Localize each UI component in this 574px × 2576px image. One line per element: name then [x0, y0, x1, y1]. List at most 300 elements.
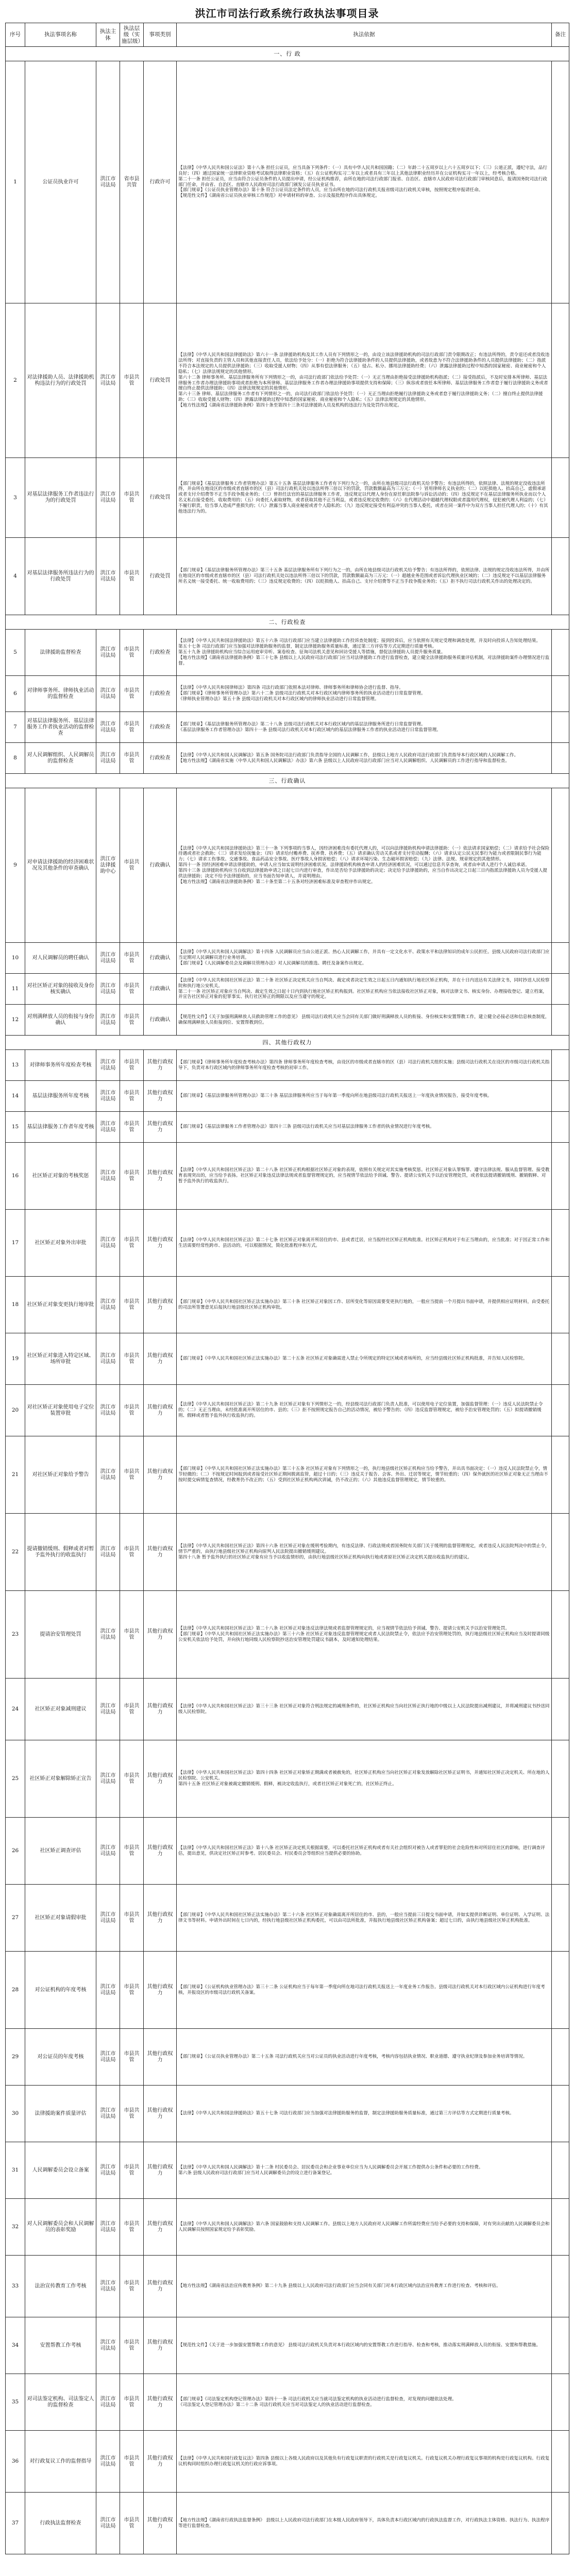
cell-subject: 洪江市司法局 [96, 743, 120, 774]
section-title: 三、行政确认 [6, 774, 569, 788]
cell-no: 20 [6, 1385, 25, 1436]
cell-type: 其他行政权力 [144, 1112, 177, 1143]
cell-name: 社区矫正对象请假审批 [25, 1885, 96, 1952]
table-row [6, 1210, 569, 1277]
table-row [6, 2029, 569, 2086]
table-row [6, 1885, 569, 1952]
cell-basis: 【部门规章】《中华人民共和国社区矫正法实施办法》第二十五条 社区矫正对象确需进入禁止令所规定的特定区域或者场所的，应当经县级社区矫正机构批准，并告知人民检察院。 [177, 1333, 552, 1385]
cell-no: 14 [6, 1081, 25, 1112]
table-row [6, 1514, 569, 1591]
cell-level: 市县共管 [120, 943, 144, 974]
table-row [6, 1436, 569, 1514]
cell-type: 其他行政权力 [144, 1277, 177, 1333]
cell-basis: 【部门规章】《基层法律服务所管理办法》第三十五条 基层法律服务所有下列行为之一的，由所在地县级司法行政机关给予警告；有违法所得的，依照法律、法规的规定没收违法所得，并由所在地设区的市级或者直辖市的区（县）司法行政机关处以违法所得三倍以下的罚款，罚款数额最高为三万元：（一）超越业务范围或者诉讼代理执业区域的；（二）违反规定不以基层法律服务所名义统一接受委托、统一收取费用的；（三）违反规定收费的；（四）以贬损他人、抬高自己、支付介绍费等不正当手段争揽业务的；（五）拒不执行司法行政机关作出的处理决定的。 [177, 538, 552, 615]
cell-name: 对社区矫正对象使用电子定位装置审批 [25, 1385, 96, 1436]
cell-level: 市县共管 [120, 2086, 144, 2142]
cell-type: 其他行政权力 [144, 2199, 177, 2256]
table-row [6, 1591, 569, 1679]
section-row [6, 615, 569, 630]
cell-no: 10 [6, 943, 25, 974]
cell-note [552, 743, 569, 774]
cell-basis: 【法律】《中华人民共和国社区矫正法》第二十八条 社区矫正对象违反法律法规或者监督管理规定的，应当视情节依法给予训诫、警告、提请公安机关予以治安管理处罚。 【部门规章】《中华人民共和国社区矫正法实施办法》第三十六条 社区矫正对象违反监督管理规定或者人民法院禁止令，依法应予治安管理处罚的，执行地县级社区矫正机构应当及时提请同级公安机关依法给予处罚，并向执行地同级人民检察院抄送治安管理处罚建议书副本，及时通知处理结果。 [177, 1591, 552, 1679]
cell-name: 社区矫正对象外出审批 [25, 1210, 96, 1277]
table-row [6, 743, 569, 774]
cell-level: 市县共管 [120, 630, 144, 676]
cell-level: 市县共管 [120, 712, 144, 743]
cell-note [552, 2199, 569, 2256]
cell-name: 对律师事务所、律师执业活动的监督检查 [25, 676, 96, 712]
cell-name: 对基层法律服务所、基层法律服务工作者执业活动的监督检查 [25, 712, 96, 743]
cell-level: 市县共管 [120, 1514, 144, 1591]
cell-subject: 洪江市司法局 [96, 1436, 120, 1514]
cell-note [552, 630, 569, 676]
cell-level: 市县共管 [120, 2199, 144, 2256]
cell-note [552, 1143, 569, 1210]
header-basis: 执法依据 [177, 23, 552, 47]
table-row [6, 538, 569, 615]
cell-no: 13 [6, 1050, 25, 1081]
cell-no: 16 [6, 1143, 25, 1210]
cell-type: 其他行政权力 [144, 2086, 177, 2142]
cell-level: 市县共管 [120, 1740, 144, 1818]
header-name: 执法事项名称 [25, 23, 96, 47]
cell-type: 其他行政权力 [144, 2431, 177, 2493]
cell-note [552, 1112, 569, 1143]
table-row [6, 2374, 569, 2431]
cell-no: 9 [6, 788, 25, 943]
table-row [6, 1143, 569, 1210]
cell-name: 基层法律服务工作者年度考核 [25, 1112, 96, 1143]
cell-subject: 洪江市司法局 [96, 1385, 120, 1436]
table-row [6, 2317, 569, 2374]
table-row [6, 974, 569, 1005]
cell-basis: 【法律】《中华人民共和国人民调解法》第五条 国务院司法行政部门负责指导全国的人民调解工作，县级以上地方人民政府司法行政部门负责指导本行政区域的人民调解工作。 【地方性法规】《湖南省实施〈中华人民共和国人民调解法〉办法》第六条 县级以上人民政府司法行政部门应当对人民调解组织、人民调解员的工作进行指导和监督检查。 [177, 743, 552, 774]
cell-no: 18 [6, 1277, 25, 1333]
cell-basis: 【部门规章】《中华人民共和国社区矫正法实施办法》第二十六条 社区矫正对象确需离开所居住的市、县的，一般应当提前三日提交书面申请，并如实提供诊断证明、单位证明、入学证明、法律文书等材料。申请外出时间在七日内的，经执行地县级社区矫正机构委托，可以由司法所批准，并报执行地县级社区矫正机构备案；超过七日的，由执行地县级社区矫正机构批准。 [177, 1885, 552, 1952]
cell-basis: 【规范性文件】《关于加强刑满释放人员救助管理工作的意见》 县级司法行政机关应当会同有关部门做好刑满释放人员的衔接、身份核实和安置帮教工作，建立健全必接必送和信息核查制度，确保刑满释放人员衔接到位、安置帮教到位。 [177, 1005, 552, 1036]
cell-basis: 【法律】《中华人民共和国社区矫正法》第四十六条 社区矫正对象在缓刑考验期内，有违反法律、行政法规或者国务院有关部门关于缓刑的监督管理规定，或者违反人民法院判决中的禁止令，情节严重的，由执行地县级社区矫正机构向原判人民法院提出撤销缓刑建议。 第四十八条 暂予监外执行的社区矫正对象有应当予以收监情形的，由执行地县级社区矫正机构向执行地或者原社区矫正决定机关提出收监执行的建议。 [177, 1514, 552, 1591]
cell-no: 12 [6, 1005, 25, 1036]
cell-subject: 洪江市司法局 [96, 458, 120, 538]
cell-basis: 【法律】《中华人民共和国法律援助法》第五十七条 司法行政部门应当加强对法律援助服务的监督，制定法律援助服务质量标准，通过第三方评估等方式定期进行质量考核。 [177, 2086, 552, 2142]
cell-note [552, 676, 569, 712]
cell-basis: 【法律】《中华人民共和国社区矫正法》第二十条 社区矫正决定机关应当自判决、裁定或者决定生效之日起五日内通知执行地社区矫正机构，并在十日内送达有关法律文书，同时抄送人民检察院和执行地公安机关。 第二十一条 社区矫正对象应当自判决、裁定生效之日起十日内到执行地社区矫正机构报到。社区矫正机构应当依法接收社区矫正对象，核对法律文书、核实身份、办理接收登记、建立档案，并宣告社区矫正对象的犯罪事实、执行社区矫正的期限以及应当遵守的规定。 [177, 974, 552, 1005]
cell-no: 5 [6, 630, 25, 676]
cell-no: 6 [6, 676, 25, 712]
cell-basis: 【地方性法规】《湖南省法治宣传教育条例》第二十九条 县级以上人民政府司法行政部门应当会同有关部门对本行政区域内法治宣传教育工作进行检查、考核和评估。 [177, 2256, 552, 2317]
table-row [6, 788, 569, 943]
cell-subject: 洪江市司法局 [96, 630, 120, 676]
cell-no: 28 [6, 1952, 25, 2029]
cell-note [552, 2493, 569, 2554]
cell-subject: 洪江市司法局 [96, 943, 120, 974]
cell-level: 市县共管 [120, 303, 144, 458]
cell-name: 对社区矫正对象给予警告 [25, 1436, 96, 1514]
cell-level: 市县共管 [120, 1591, 144, 1679]
cell-no: 26 [6, 1818, 25, 1885]
cell-basis: 【部门规章】《中华人民共和国社区矫正法实施办法》第三十五条 社区矫正对象有下列情形之一的，执行地县级社区矫正机构应当给予警告，并出具书面决定：（一）违反人民法院禁止令，情节轻微的；（二）不按规定时间报到或者接受社区矫正期间脱离监管，超过十日的；（三）违反关于报告、会客、外出、迁居等规定，情节较重的；（四）保外就医的社区矫正对象无正当理由不按时提交病情复查情况，经教育仍不改正的；（五）受到社区矫正机构两次训诫，仍不改正的；（六）其他违反监督管理规定，情节较重的。 [177, 1436, 552, 1514]
cell-subject: 洪江市司法局 [96, 2431, 120, 2493]
cell-level: 市县共管 [120, 1385, 144, 1436]
cell-name: 提请治安管理处罚 [25, 1591, 96, 1679]
cell-note [552, 2142, 569, 2199]
cell-note [552, 61, 569, 303]
cell-basis: 【法律】《中华人民共和国公证法》第十八条 担任公证员，应当具备下列条件：（一）具有中华人民共和国国籍；（二）年龄二十五周岁以上六十五周岁以下；（三）公道正派，遵纪守法，品行良好；（四）通过国家统一法律职业资格考试取得法律职业资格；（五）在公证机构实习二年以上或者具有三年以上其他法律职业经历并在公证机构实习一年以上，经考核合格。 第二十一条 担任公证员，应当由符合公证员条件的人员提出申请，经公证机构推荐，由所在地的司法行政部门报省、自治区、直辖市人民政府司法行政部门审核同意后，报请国务院司法行政部门任命，并由省、自治区、直辖市人民政府司法行政部门颁发公证员执业证书。 【部门规章】《公证员执业管理办法》第十条 符合公证员法定条件的人员，应当由所在地的司法行政机关报省级司法行政机关审核，按照规定程序报请任命。 【规范性文件】《湖南省公证员执业审核工作规范》对申请材料的审查、公示及报批程序作出具体规定。 [177, 61, 552, 303]
cell-type: 其他行政权力 [144, 1385, 177, 1436]
cell-type: 其他行政权力 [144, 1952, 177, 2029]
cell-name: 提请撤销缓刑、假释或者对暂予监外执行的收监执行 [25, 1514, 96, 1591]
cell-note [552, 2256, 569, 2317]
table-row [6, 943, 569, 974]
cell-subject: 洪江市司法局 [96, 2317, 120, 2374]
cell-level: 市县共管 [120, 676, 144, 712]
cell-level: 市县共管 [120, 1436, 144, 1514]
cell-note [552, 1952, 569, 2029]
cell-name: 人民调解委员会设立备案 [25, 2142, 96, 2199]
catalog-table [5, 23, 569, 2554]
table-row [6, 1679, 569, 1740]
cell-name: 对司法鉴定机构、司法鉴定人的监督检查 [25, 2374, 96, 2431]
cell-name: 对基层法律服务工作者违法行为的行政处罚 [25, 458, 96, 538]
cell-basis: 【法律】《中华人民共和国行政复议法》第四条 县级以上各级人民政府以及其他负有行政复议职责的行政机关是行政复议机关。行政复议机关办理行政复议事项的机构是行政复议机构。行政复议机构同时组织办理行政复议机关的行政应诉事项。 [177, 2431, 552, 2493]
cell-subject: 洪江市司法局 [96, 1591, 120, 1679]
cell-type: 行政确认 [144, 974, 177, 1005]
cell-subject: 洪江市司法局 [96, 676, 120, 712]
cell-type: 其他行政权力 [144, 2142, 177, 2199]
cell-subject: 洪江市司法局 [96, 1005, 120, 1036]
cell-subject: 洪江市司法局 [96, 1112, 120, 1143]
cell-note [552, 788, 569, 943]
table-row [6, 2199, 569, 2256]
cell-level: 市县共管 [120, 743, 144, 774]
cell-subject: 洪江市司法局 [96, 2374, 120, 2431]
cell-note [552, 538, 569, 615]
cell-basis: 【法律】《中华人民共和国社区矫正法》第二十八条 社区矫正机构根据社区矫正对象的表现，依照有关规定对其实施考核奖惩。社区矫正对象认罪悔罪、遵守法律法规、服从监督管理、接受教育表现突出的，应当给予表扬。社区矫正对象违反法律法规或者监督管理规定的，应当视情节依法给予训诫、警告、提请公安机关予以治安管理处罚，或者依法提请撤销缓刑、撤销假释、对暂予监外执行的收监执行。 [177, 1143, 552, 1210]
cell-basis: 【部门规章】《基层法律服务工作者管理办法》第五十五条 基层法律服务工作者有下列行为之一的，由所在地县级司法行政机关给予警告；有违法所得的，依照法律、法规的规定没收违法所得，并由所在地设区的市级或者直辖市的区（县）司法行政机关处以违法所得三倍以下的罚款，罚款数额最高为三万元：（一）冒用律师名义执业的；（二）以贬损他人、抬高自己、虚假承诺或者支付介绍费等不正当手段争揽业务的；（三）曾担任法官的基层法律服务工作者，违反规定以代理人身份在原任职法院参与诉讼活动的；（四）违反规定不在基层法律服务所执业而以个人名义私自接受委托、收取费用的；（五）向委托人索取财物，或者获取其他不正当利益，或者违反规定收费的；（六）在代理活动中超越代理权限或者滥用代理权，侵犯被代理人利益的；（七）不履行职责，给当事人造成严重损失的；（八）泄露当事人商业秘密或者个人隐私的；（九）违反规定接受有利益冲突的当事人委托，或者在同一案件中为双方当事人担任代理人的；（十）有其他违法行为的。 [177, 458, 552, 538]
cell-basis: 【法律】《中华人民共和国社区矫正法》第十八条 社区矫正决定机关根据需要，可以委托社区矫正机构或者有关社会组织对被告人或者罪犯的社会危险性和对所居住社区的影响，进行调查评估，提出意见，供决定社区矫正时参考。居民委员会、村民委员会等组织应当提供必要的协助。 [177, 1818, 552, 1885]
cell-type: 其他行政权力 [144, 1436, 177, 1514]
header-note: 备注 [552, 23, 569, 47]
cell-no: 7 [6, 712, 25, 743]
cell-note [552, 2086, 569, 2142]
cell-basis: 【部门规章】《中华人民共和国社区矫正法实施办法》第三十条 社区矫正对象因工作、居所变化等原因需要变更执行地的，一般应当提前一个月提出书面申请，并提供相应证明材料，由受委托的司法所签署意见后报执行地县级社区矫正机构审批。 [177, 1277, 552, 1333]
cell-type: 行政许可 [144, 61, 177, 303]
cell-note [552, 1005, 569, 1036]
cell-level: 市县共管 [120, 538, 144, 615]
cell-type: 其他行政权力 [144, 1210, 177, 1277]
cell-subject: 洪江市司法局 [96, 2256, 120, 2317]
cell-no: 2 [6, 303, 25, 458]
cell-subject: 洪江市司法局 [96, 712, 120, 743]
cell-subject: 洪江市司法局 [96, 1818, 120, 1885]
cell-subject: 洪江市司法局 [96, 61, 120, 303]
header-subject: 执法主体 [96, 23, 120, 47]
cell-type: 其他行政权力 [144, 1591, 177, 1679]
table-row [6, 1740, 569, 1818]
cell-type: 行政检查 [144, 712, 177, 743]
cell-no: 15 [6, 1112, 25, 1143]
cell-name: 对人民调解委员会和人民调解员的表彰奖励 [25, 2199, 96, 2256]
cell-no: 23 [6, 1591, 25, 1679]
cell-basis: 【法律】《中华人民共和国社区矫正法》第三十三条 社区矫正对象符合刑法规定的减刑条件的，社区矫正机构应当向社区矫正执行地的中级以上人民法院提出减刑建议，并将减刑建议书抄送同级人民检察院。 [177, 1679, 552, 1740]
cell-type: 行政确认 [144, 943, 177, 974]
cell-subject: 洪江市司法局 [96, 1050, 120, 1081]
cell-basis: 【部门规章】《基层法律服务所管理办法》第三十条 基层法律服务所应当于每年第一季度向所在地县级司法行政机关报送上一年度执业情况报告，接受年度考核。 [177, 1081, 552, 1112]
cell-type: 其他行政权力 [144, 1143, 177, 1210]
cell-name: 对人民调解员的聘任确认 [25, 943, 96, 974]
cell-name: 对人民调解组织、人民调解员的监督检查 [25, 743, 96, 774]
cell-basis: 【法律】《中华人民共和国法律援助法》第六十一条 法律援助机构及其工作人员有下列情形之一的，由设立该法律援助机构的司法行政部门责令限期改正；有违法所得的，责令退还或者没收违法所得；对直接负责的主管人员和其他直接责任人员，依法给予处分：（一）拒绝为符合法律援助条件的人员提供法律援助，或者故意为不符合法律援助条件的人员提供法律援助；（二）指派不符合本法规定的人员提供法律援助；（三）收取受援人财物；（四）从事有偿法律服务；（五）侵占、私分、挪用法律援助经费；（六）泄露法律援助过程中知悉的国家秘密、商业秘密和个人隐私；（七）法律法规规定的其他情形。 第六十二条 律师事务所、基层法律服务所有下列情形之一的，由司法行政部门依法给予处罚：（一）无正当理由拒绝接受法律援助机构指派；（二）接受指派后，不及时安排本所律师、基层法律服务工作者办理法律援助事项或者拒绝为本所律师、基层法律服务工作者办理法律援助事项提供支持和保障；（三）纵容或者放任本所律师、基层法律服务工作者怠于履行法律援助义务或者擅自终止提供法律援助；（四）法律法规规定的其他情形。 第六十三条 律师、基层法律服务工作者有下列情形之一的，由司法行政部门依法给予处罚：（一）无正当理由拒绝履行法律援助义务或者怠于履行法律援助义务；（二）擅自终止提供法律援助；（三）收取受援人财物；（四）泄露法律援助过程中知悉的国家秘密、商业秘密和个人隐私；（五）法律法规规定的其他情形。 【地方性法规】《湖南省法律援助条例》第四十条至第四十三条对法律援助人员及机构的违法行为及处罚作出规定。 [177, 303, 552, 458]
cell-basis: 【法律】《中华人民共和国社区矫正法》第二十七条 社区矫正对象离开所居住的市、县或者迁居，应当报经社区矫正机构批准。社区矫正机构对于有正当理由的，应当批准；对于因正常工作和生活需要经常性跨市、县活动的，可以根据情况，简化批准程序和方式。 [177, 1210, 552, 1277]
table-row [6, 1277, 569, 1333]
cell-level: 省市县共管 [120, 61, 144, 303]
cell-subject: 洪江市司法局 [96, 2086, 120, 2142]
cell-level: 市县共管 [120, 1210, 144, 1277]
cell-no: 17 [6, 1210, 25, 1277]
table-row [6, 2431, 569, 2493]
table-row [6, 1005, 569, 1036]
cell-name: 社区矫正对象的考核奖惩 [25, 1143, 96, 1210]
cell-level: 市县共管 [120, 1050, 144, 1081]
cell-level: 市县共管 [120, 1333, 144, 1385]
cell-subject: 洪江市司法局 [96, 1143, 120, 1210]
cell-type: 行政检查 [144, 676, 177, 712]
table-row [6, 712, 569, 743]
cell-name: 行政执法监督检查 [25, 2493, 96, 2554]
cell-name: 社区矫正对象变更执行地审批 [25, 1277, 96, 1333]
cell-name: 法律援助案件质量评估 [25, 2086, 96, 2142]
cell-level: 市县共管 [120, 1952, 144, 2029]
cell-no: 1 [6, 61, 25, 303]
cell-no: 4 [6, 538, 25, 615]
cell-level: 市县共管 [120, 1005, 144, 1036]
cell-type: 其他行政权力 [144, 1818, 177, 1885]
cell-subject: 洪江市司法局 [96, 303, 120, 458]
cell-subject: 洪江市司法局 [96, 2029, 120, 2086]
cell-name: 对行政复议工作的监督指导 [25, 2431, 96, 2493]
cell-level: 市县共管 [120, 2142, 144, 2199]
cell-name: 基层法律服务所年度考核 [25, 1081, 96, 1112]
cell-type: 行政处罚 [144, 538, 177, 615]
cell-no: 8 [6, 743, 25, 774]
table-row [6, 2256, 569, 2317]
cell-type: 其他行政权力 [144, 1050, 177, 1081]
cell-type: 其他行政权力 [144, 2256, 177, 2317]
cell-type: 其他行政权力 [144, 1679, 177, 1740]
cell-subject: 洪江市司法局 [96, 1514, 120, 1591]
cell-type: 行政检查 [144, 630, 177, 676]
cell-type: 其他行政权力 [144, 1333, 177, 1385]
cell-note [552, 1081, 569, 1112]
cell-note [552, 2029, 569, 2086]
cell-subject: 洪江市法律援助中心 [96, 788, 120, 943]
cell-level: 市县共管 [120, 1679, 144, 1740]
cell-basis: 【法律】《中华人民共和国人民调解法》第六条 国家鼓励和支持人民调解工作。县级以上地方人民政府对人民调解工作所需经费应当给予必要的支持和保障，对有突出贡献的人民调解委员会和人民调解员按照国家规定给予表彰奖励。 [177, 2199, 552, 2256]
cell-basis: 【法律】《中华人民共和国人民调解法》第十二条 村民委员会、居民委员会和企业事业单位应当为人民调解委员会开展工作提供办公条件和必要的工作经费。 第六条 县级人民政府司法行政部门应当对人民调解委员会的设立进行备案登记。 [177, 2142, 552, 2199]
table-row [6, 1385, 569, 1436]
table-row [6, 1952, 569, 2029]
cell-level: 市县共管 [120, 2374, 144, 2431]
cell-type: 其他行政权力 [144, 2317, 177, 2374]
table-row [6, 1050, 569, 1081]
cell-no: 32 [6, 2199, 25, 2256]
cell-name: 社区矫正对象减刑建议 [25, 1679, 96, 1740]
cell-type: 其他行政权力 [144, 2493, 177, 2554]
header-no: 序号 [6, 23, 25, 47]
cell-type: 其他行政权力 [144, 1740, 177, 1818]
cell-name: 安置帮教工作考核 [25, 2317, 96, 2374]
cell-level: 市县共管 [120, 2317, 144, 2374]
cell-note [552, 2317, 569, 2374]
cell-no: 24 [6, 1679, 25, 1740]
cell-basis: 【部门规章】《公证机构执业管理办法》第三十二条 公证机构应当于每年第一季度向所在地司法行政机关报送上一年度业务工作报告。县级司法行政机关对本行政区域内公证机构进行年度考核，并报设区的市级司法行政机关备案。 [177, 1952, 552, 2029]
cell-type: 行政检查 [144, 743, 177, 774]
cell-subject: 洪江市司法局 [96, 1277, 120, 1333]
cell-name: 对法律援助人员、法律援助机构违法行为的行政处罚 [25, 303, 96, 458]
cell-basis: 【部门规章】《司法鉴定机构登记管理办法》第四十一条 司法行政机关应当就司法鉴定机构的执业活动进行监督检查，对发现的问题依法处理。 《司法鉴定人登记管理办法》第二十二条 司法行政机关应当对司法鉴定人的执业活动进行监督检查。 [177, 2374, 552, 2431]
cell-level: 市县共管 [120, 2029, 144, 2086]
header-level: 执法层级（实施层级） [120, 23, 144, 47]
table-row [6, 2493, 569, 2554]
cell-name: 社区矫正对象进入特定区域、场所审批 [25, 1333, 96, 1385]
cell-type: 其他行政权力 [144, 1885, 177, 1952]
table-row [6, 630, 569, 676]
cell-type: 行政确认 [144, 1005, 177, 1036]
cell-note [552, 974, 569, 1005]
cell-note [552, 1333, 569, 1385]
cell-type: 其他行政权力 [144, 1081, 177, 1112]
cell-level: 市县共管 [120, 1112, 144, 1143]
table-row [6, 1112, 569, 1143]
table-row [6, 61, 569, 303]
cell-name: 社区矫正对象解除矫正宣告 [25, 1740, 96, 1818]
cell-note [552, 1885, 569, 1952]
cell-name: 对公证机构的年度考核 [25, 1952, 96, 2029]
cell-basis: 【法律】《中华人民共和国人民调解法》第十四条 人民调解员应当由公道正派、热心人民调解工作，并具有一定文化水平、政策水平和法律知识的成年公民担任。县级人民政府司法行政部门应当定期对人民调解员进行业务培训。 【部门规章】《人民调解委员会及调解员管理办法》对人民调解员的推选、聘任及备案作出规定。 [177, 943, 552, 974]
cell-basis: 【地方性法规】《湖南省行政执法监督条例》 县级以上人民政府司法行政部门在本级人民政府领导下，具体负责本行政区域内的行政执法监督工作，对行政执法主体资格、执法行为、执法程序等进行监督检查。 [177, 2493, 552, 2554]
table-body [6, 47, 569, 2554]
cell-basis: 【法律】《中华人民共和国社区矫正法》第二十九条 社区矫正对象有下列情形之一的，经县级司法行政部门负责人批准，可以使用电子定位装置，加强监督管理：（一）违反人民法院禁止令的；（二）无正当理由，未经批准离开所居住的市、县的；（三）拒不按照规定报告自己的活动情况，被给予警告的；（四）违反监督管理规定，被给予治安管理处罚的；（五）拟提请撤销缓刑、假释或者暂予监外执行收监执行的。 [177, 1385, 552, 1436]
cell-name: 法律援助监督检查 [25, 630, 96, 676]
table-row [6, 458, 569, 538]
cell-name: 对公证员的年度考核 [25, 2029, 96, 2086]
table-row [6, 1818, 569, 1885]
cell-name: 对律师事务所年度检查考核 [25, 1050, 96, 1081]
cell-type: 行政确认 [144, 788, 177, 943]
cell-level: 市县共管 [120, 2256, 144, 2317]
cell-no: 30 [6, 2086, 25, 2142]
cell-basis: 【部门规章】《基层法律服务工作者管理办法》第四十三条 县级司法行政机关应当对基层法律服务工作者的执业情况进行年度考核。 [177, 1112, 552, 1143]
cell-level: 市县共管 [120, 1081, 144, 1112]
table-row [6, 2086, 569, 2142]
cell-basis: 【法律】《中华人民共和国社区矫正法》第四十四条 社区矫正对象矫正期满或者被赦免的，社区矫正机构应当向社区矫正对象发放解除社区矫正证明书，并通知社区矫正决定机关、所在地的人民检察院、公安机关。 第四十五条 社区矫正对象被裁定撤销缓刑、假释，被决定收监执行，或者社区矫正对象死亡的，社区矫正终止。 [177, 1740, 552, 1818]
cell-level: 市县共管 [120, 1818, 144, 1885]
cell-level: 市县共管 [120, 1277, 144, 1333]
cell-no: 36 [6, 2431, 25, 2493]
cell-subject: 洪江市司法局 [96, 1333, 120, 1385]
cell-no: 29 [6, 2029, 25, 2086]
cell-level: 市县共管 [120, 2431, 144, 2493]
cell-no: 35 [6, 2374, 25, 2431]
cell-type: 行政处罚 [144, 303, 177, 458]
cell-note [552, 1210, 569, 1277]
cell-basis: 【部门规章】《公证员执业管理办法》第二十五条 司法行政机关应当对公证员的执业活动进行年度考核，考核内容包括执业情况、职业道德、遵守执业纪律及参加业务培训等情况。 [177, 2029, 552, 2086]
cell-note [552, 1591, 569, 1679]
cell-no: 21 [6, 1436, 25, 1514]
cell-subject: 洪江市司法局 [96, 1210, 120, 1277]
section-title: 四、其他行政权力 [6, 1036, 569, 1050]
cell-level: 市县共管 [120, 1885, 144, 1952]
cell-level: 市县共管 [120, 2493, 144, 2554]
cell-note [552, 1385, 569, 1436]
cell-level: 市县共管 [120, 458, 144, 538]
cell-note [552, 1050, 569, 1081]
cell-subject: 洪江市司法局 [96, 1679, 120, 1740]
cell-name: 对社区矫正对象的接收及身份核实确认 [25, 974, 96, 1005]
cell-basis: 【法律】《中华人民共和国法律援助法》第五十六条 司法行政部门应当建立法律援助工作投诉查处制度；接到投诉后，应当依照有关规定受理和调查处理，并及时向投诉人告知处理结果。 第五十七条 司法行政部门应当加强对法律援助服务的监督，制定法律援助服务质量标准，通过第三方评估等方式定期进行质量考核。 第五十九条 法律援助机构应当综合运用庭审旁听、案卷检查、征询司法机关意见和回访受援人等措施，督促法律援助人员提升服务质量。 【地方性法规】《湖南省法律援助条例》第三十七条 县级以上人民政府司法行政部门应当对法律援助工作进行监督检查，建立健全法律援助服务质量评估机制，对法律援助案件办理情况进行监督。 [177, 630, 552, 676]
cell-subject: 洪江市司法局 [96, 1740, 120, 1818]
cell-basis: 【法律】《中华人民共和国律师法》第四条 司法行政部门依照本法对律师、律师事务所和律师协会进行监督、指导。 【部门规章】《律师事务所管理办法》第六十二条 县级司法行政机关对本行政区域内律师事务所的执业活动进行日常监督管理。 《律师执业管理办法》第五十条 县级司法行政机关对本行政区域内的律师执业活动进行日常监督管理。 [177, 676, 552, 712]
cell-name: 法治宣传教育工作考核 [25, 2256, 96, 2317]
section-title: 一、行 政 [6, 47, 569, 61]
cell-note [552, 1436, 569, 1514]
section-row [6, 1036, 569, 1050]
cell-note [552, 1818, 569, 1885]
cell-no: 25 [6, 1740, 25, 1818]
cell-level: 市县共管 [120, 1143, 144, 1210]
cell-note [552, 943, 569, 974]
cell-no: 33 [6, 2256, 25, 2317]
cell-subject: 洪江市司法局 [96, 538, 120, 615]
cell-subject: 洪江市司法局 [96, 974, 120, 1005]
cell-note [552, 2374, 569, 2431]
cell-note [552, 1679, 569, 1740]
cell-basis: 【规范性文件】《关于进一步加强安置帮教工作的意见》 县级司法行政机关负责对本行政区域内的安置帮教工作进行指导、检查和考核，推动落实刑满释放人员的衔接、安置和帮教措施。 [177, 2317, 552, 2374]
cell-note [552, 303, 569, 458]
cell-no: 27 [6, 1885, 25, 1952]
cell-subject: 洪江市司法局 [96, 1885, 120, 1952]
cell-no: 31 [6, 2142, 25, 2199]
table-row [6, 1333, 569, 1385]
header-type: 事项类别 [144, 23, 177, 47]
cell-subject: 洪江市司法局 [96, 1952, 120, 2029]
cell-note [552, 458, 569, 538]
cell-no: 37 [6, 2493, 25, 2554]
cell-basis: 【部门规章】《基层法律服务所管理办法》第二十八条 县级司法行政机关对本行政区域内的基层法律服务所进行日常监督管理。 《基层法律服务工作者管理办法》第四十一条 县级司法行政机关对本行政区域内的基层法律服务工作者的执业活动进行日常监督管理。 [177, 712, 552, 743]
cell-no: 11 [6, 974, 25, 1005]
cell-level: 市县共管 [120, 974, 144, 1005]
cell-type: 其他行政权力 [144, 1514, 177, 1591]
cell-no: 22 [6, 1514, 25, 1591]
cell-subject: 洪江市司法局 [96, 2142, 120, 2199]
cell-name: 对申请法律援助的经济困难状况及其他条件的审查确认 [25, 788, 96, 943]
cell-name: 对刑满释放人员的衔接与身份确认 [25, 1005, 96, 1036]
table-row [6, 2142, 569, 2199]
section-title: 二、行政检查 [6, 615, 569, 630]
document-title: 洪江市司法行政系统行政执法事项目录 [195, 7, 379, 20]
cell-note [552, 2431, 569, 2493]
cell-no: 34 [6, 2317, 25, 2374]
cell-note [552, 1277, 569, 1333]
cell-subject: 洪江市司法局 [96, 1081, 120, 1112]
table-row [6, 676, 569, 712]
cell-basis: 【部门规章】《律师事务所年度检查考核办法》第四条 律师事务所年度检查考核，由设区的市级或者直辖市的区（县）司法行政机关组织实施；县级司法行政机关在设区的市级司法行政机关指导下，负责对本行政区域内的律师事务所年度检查考核的初审工作。 [177, 1050, 552, 1081]
section-row [6, 774, 569, 788]
cell-no: 3 [6, 458, 25, 538]
cell-basis: 【法律】《中华人民共和国法律援助法》第三十一条 下列事项的当事人，因经济困难没有委托代理人的，可以向法律援助机构申请法律援助：（一）依法请求国家赔偿；（二）请求给予社会保险待遇或者社会救助；（三）请求发给抚恤金；（四）请求给付赡养费、抚养费、扶养费；（五）请求确认劳动关系或者支付劳动报酬；（六）请求认定公民无民事行为能力或者限制民事行为能力；（七）请求工伤事故、交通事故、食品药品安全事故、医疗事故人身损害赔偿；（八）请求环境污染、生态破坏损害赔偿；（九）法律、法规、规章规定的其他情形。 第四十一条 因经济困难申请法律援助的，申请人应当如实说明经济困难状况。法律援助机构核查申请人的经济困难状况，可以通过信息共享查询，或者由申请人进行个人诚信承诺。 第四十三条 法律援助机构应当自收到法律援助申请之日起七日内进行审查，作出是否给予法律援助的决定；决定给予法律援助的，应当自作出决定之日起三日内指派法律援助人员为受援人提供法律援助；决定不给予法律援助的，应当书面告知申请人，并说明理由。 【地方性法规】《湖南省法律援助条例》第二十条至第二十五条对经济困难标准及审查程序作出规定。 [177, 788, 552, 943]
cell-type: 行政处罚 [144, 458, 177, 538]
cell-level: 市县共管 [120, 788, 144, 943]
